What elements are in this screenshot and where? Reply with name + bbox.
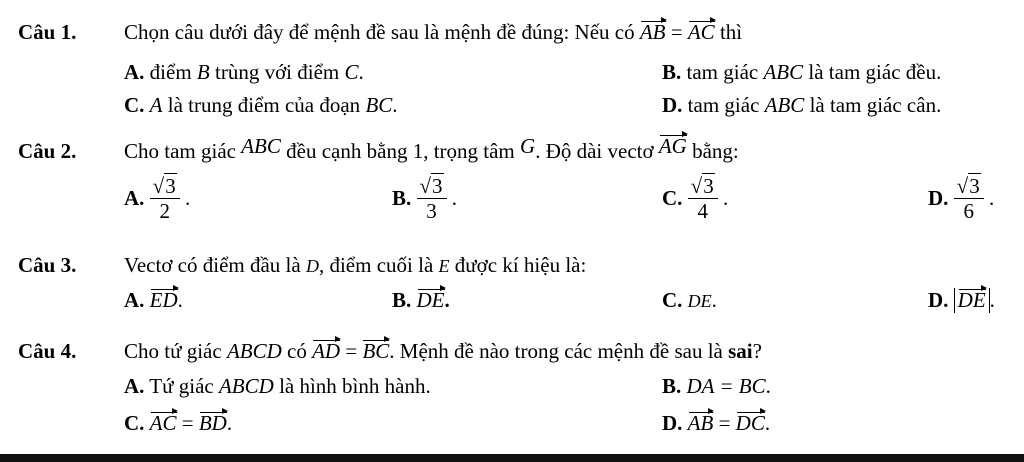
q4-question-mark: ? xyxy=(752,339,762,363)
q3-point-d: D xyxy=(305,256,319,276)
q2-option-a-label: A. xyxy=(124,186,145,210)
q1-option-b[interactable] xyxy=(662,60,941,85)
q1-option-a[interactable] xyxy=(124,60,364,85)
q2-t3: . Độ dài vectơ xyxy=(535,139,654,163)
q2-a-num: 3 xyxy=(165,174,176,198)
q4-option-c[interactable] xyxy=(124,411,232,436)
q2-b-end: . xyxy=(451,186,458,210)
q3-option-d-label: D. xyxy=(928,288,949,312)
q4-option-c-label: C. xyxy=(124,411,145,435)
question-3-number: Câu 3. xyxy=(18,253,77,277)
q2-d-num: 3 xyxy=(969,174,980,198)
q1-d-t2: là tam giác cân. xyxy=(809,93,942,117)
q4-option-b-label: B. xyxy=(662,374,682,398)
q1-a-t3: . xyxy=(358,60,364,84)
q2-d-fraction xyxy=(954,174,984,223)
q4-b-expr: DA = BC xyxy=(686,374,766,398)
q1-equals: = xyxy=(670,20,683,44)
question-4-stem xyxy=(124,339,762,364)
q2-option-d-label: D. xyxy=(928,186,949,210)
q2-d-sqrt-sign: √ xyxy=(956,174,969,198)
q2-a-sqrt-sign: √ xyxy=(152,174,165,198)
q1-a-point-b: B xyxy=(196,60,210,84)
q3-a-end: . xyxy=(177,288,183,312)
q4-option-d[interactable] xyxy=(662,411,770,436)
q2-option-b[interactable] xyxy=(392,174,457,223)
question-2-number: Câu 2. xyxy=(18,139,77,163)
q4-quad: ABCD xyxy=(226,339,282,363)
q3-t3: được kí hiệu là: xyxy=(454,253,587,277)
q2-b-den: 3 xyxy=(426,199,437,223)
q4-a-t2: là hình bình hành. xyxy=(279,374,431,398)
q2-option-a[interactable] xyxy=(124,174,190,223)
q3-t2: , điểm cuối là xyxy=(318,253,434,277)
q1-option-b-label: B. xyxy=(662,60,682,84)
q3-option-d[interactable] xyxy=(928,288,995,313)
q4-vector-ad: AD xyxy=(312,339,341,363)
q2-option-c-label: C. xyxy=(662,186,683,210)
q4-t1: Cho tứ giác xyxy=(124,339,222,363)
q2-a-fraction xyxy=(150,174,180,223)
q4-equals: = xyxy=(345,339,358,363)
q3-option-b-label: B. xyxy=(392,288,412,312)
question-4-number: Câu 4. xyxy=(18,339,77,363)
q1-option-d-label: D. xyxy=(662,93,683,117)
q4-option-d-label: D. xyxy=(662,411,683,435)
q1-option-d[interactable] xyxy=(662,93,941,118)
q2-c-num: 3 xyxy=(703,174,714,198)
q1-d-t1: tam giác xyxy=(687,93,760,117)
q4-d-vector-dc: DC xyxy=(735,411,765,435)
q2-triangle: ABC xyxy=(241,134,281,158)
q4-a-quad: ABCD xyxy=(218,374,274,398)
q2-option-c[interactable] xyxy=(662,174,728,223)
q2-a-den: 2 xyxy=(159,199,170,223)
question-3-stem xyxy=(124,253,586,278)
q3-option-a[interactable] xyxy=(124,288,183,313)
q2-b-num: 3 xyxy=(432,174,443,198)
bottom-border-bar xyxy=(0,454,1024,462)
q4-option-a-label: A. xyxy=(124,374,145,398)
q3-d-end: . xyxy=(989,288,995,312)
q2-b-fraction xyxy=(417,174,447,223)
q2-a-end: . xyxy=(184,186,191,210)
q1-a-t1: điểm xyxy=(149,60,192,84)
q1-stem-prefix: Chọn câu dưới đây để mệnh đề sau là mệnh đề đúng: Nếu có xyxy=(124,20,635,44)
q1-a-point-c: C xyxy=(344,60,359,84)
question-1-stem xyxy=(124,20,742,45)
q4-option-a[interactable] xyxy=(124,374,431,399)
q2-vector-ag: AG xyxy=(658,134,687,158)
q1-vector-ab: AB xyxy=(639,20,666,44)
q4-c-vector-ac: AC xyxy=(149,411,177,435)
q4-c-end: . xyxy=(226,411,233,435)
q1-b-triangle: ABC xyxy=(763,60,804,84)
q4-a-t1: Tứ giác xyxy=(149,374,214,398)
q1-c-segment-bc: BC xyxy=(365,93,393,117)
q3-option-c-label: C. xyxy=(662,288,683,312)
q2-option-d[interactable] xyxy=(928,174,994,223)
q2-c-fraction xyxy=(688,174,718,223)
q2-t1: Cho tam giác xyxy=(124,139,236,163)
q3-c-de: DE xyxy=(687,291,712,311)
q3-b-end: . xyxy=(444,288,450,312)
q4-d-vector-ab: AB xyxy=(687,411,714,435)
q1-c-t1: là trung điểm của đoạn xyxy=(167,93,361,117)
q3-option-a-label: A. xyxy=(124,288,145,312)
q3-d-absolute-value xyxy=(954,288,990,313)
q1-c-t2: . xyxy=(392,93,398,117)
q4-d-equals: = xyxy=(718,411,731,435)
q1-option-c[interactable] xyxy=(124,93,398,118)
q3-d-vector-de: DE xyxy=(957,288,986,312)
q4-t2: có xyxy=(287,339,307,363)
q2-t2: đều cạnh bằng 1, trọng tâm xyxy=(286,139,515,163)
q2-c-end: . xyxy=(722,186,729,210)
q4-vector-bc: BC xyxy=(362,339,390,363)
q4-t3: . Mệnh đề nào trong các mệnh đề sau là xyxy=(389,339,723,363)
q3-option-b[interactable] xyxy=(392,288,450,313)
q4-c-vector-bd: BD xyxy=(198,411,227,435)
q3-c-end: . xyxy=(711,288,717,312)
q3-t1: Vectơ có điểm đầu là xyxy=(124,253,301,277)
q1-b-t1: tam giác xyxy=(686,60,759,84)
q1-a-t2: trùng với điểm xyxy=(215,60,340,84)
q2-option-b-label: B. xyxy=(392,186,412,210)
q2-c-den: 4 xyxy=(697,199,708,223)
q4-d-end: . xyxy=(764,411,771,435)
q4-bold-sai: sai xyxy=(728,339,753,363)
q1-c-point-a: A xyxy=(149,93,163,117)
q4-c-equals: = xyxy=(181,411,194,435)
q4-option-b[interactable] xyxy=(662,374,771,399)
question-1-number: Câu 1. xyxy=(18,20,77,44)
q2-d-den: 6 xyxy=(963,199,974,223)
q3-option-c[interactable] xyxy=(662,288,717,313)
q2-b-sqrt-sign: √ xyxy=(419,174,432,198)
q2-d-end: . xyxy=(988,186,995,210)
q3-point-e: E xyxy=(438,256,450,276)
q1-option-a-label: A. xyxy=(124,60,145,84)
q3-b-vector-de: DE xyxy=(416,288,445,312)
q2-c-sqrt-sign: √ xyxy=(690,174,703,198)
q2-centroid: G xyxy=(520,134,536,158)
q4-b-end: . xyxy=(765,374,771,398)
q3-a-vector-ed: ED xyxy=(149,288,178,312)
q1-stem-suffix: thì xyxy=(719,20,743,44)
q1-b-t2: là tam giác đều. xyxy=(808,60,942,84)
q1-d-triangle: ABC xyxy=(764,93,805,117)
q1-option-c-label: C. xyxy=(124,93,145,117)
q1-vector-ac: AC xyxy=(687,20,715,44)
q2-t4: bằng: xyxy=(692,139,739,163)
question-2-stem xyxy=(124,134,739,164)
